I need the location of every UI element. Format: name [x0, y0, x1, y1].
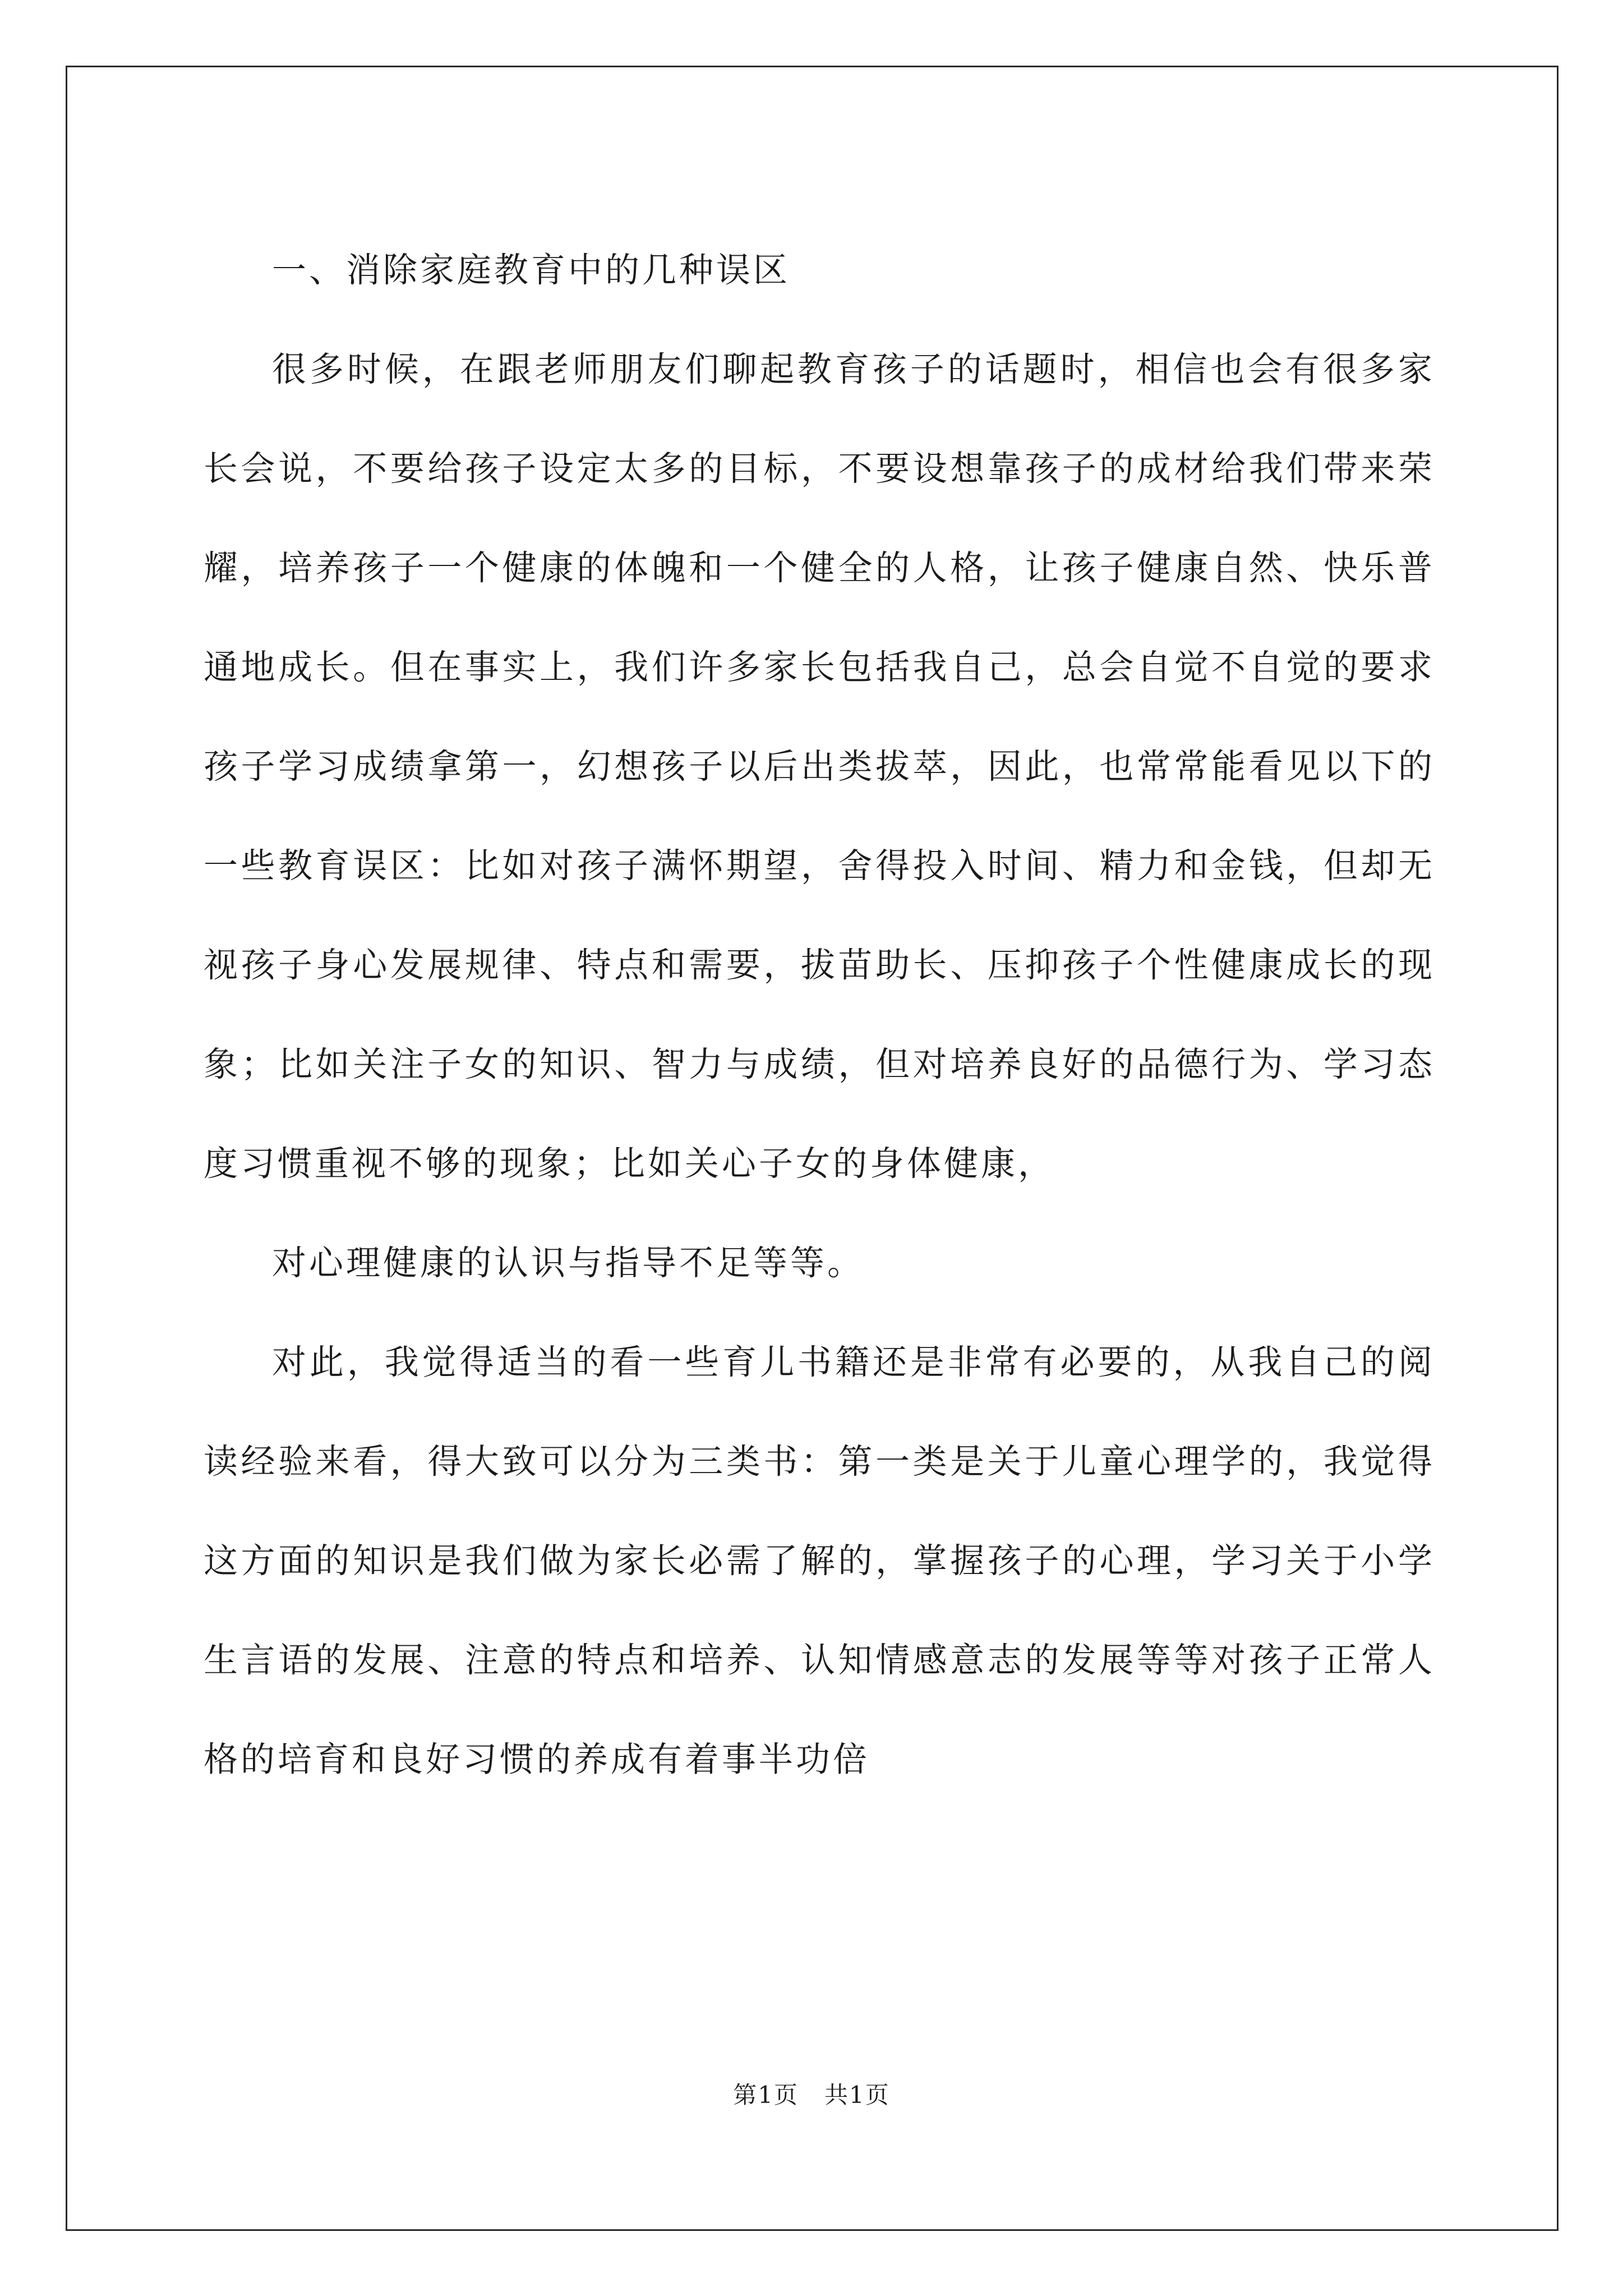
page-number: 第1页 — [733, 2081, 799, 2109]
page-total: 共1页 — [824, 2081, 890, 2109]
paragraph: 很多时候，在跟老师朋友们聊起教育孩子的话题时，相信也会有很多家长会说，不要给孩子设定太多的目标，不要设想靠孩子的成材给我们带来荣耀，培养孩子一个健康的体魄和一个健全的人格，让孩子健康自然、快乐普通地成长。但在事实上，我们许多家长包括我自己，总会自觉不自觉的要求孩子学习成绩拿第一，幻想孩子以后出类拔萃，因此，也常常能看见以下的一些教育误区：比如对孩子满怀期望，舍得投入时间、精力和金钱，但却无视孩子身心发展规律、特点和需要，拔苗助长、压抑孩子个性健康成长的现象；比如关注子女的知识、智力与成绩，但对培养良好的品德行为、学习态度习惯重视不够的现象；比如关心子女的身体健康， — [204, 349, 1435, 1184]
page-footer — [0, 2078, 1623, 2112]
paragraph: 对此，我觉得适当的看一些育儿书籍还是非常有必要的，从我自己的阅读经验来看，得大致可以分为三类书：第一类是关于儿童心理学的，我觉得这方面的知识是我们做为家长必需了解的，掌握孩子的心理，学习关于小学生言语的发展、注意的特点和培养、认知情感意志的发展等等对孩子正常人格的培育和良好习惯的养成有着事半功倍 — [204, 1342, 1435, 1779]
section-heading: 一、消除家庭教育中的几种误区 — [272, 250, 791, 290]
document-body — [204, 220, 1435, 1809]
paragraph: 对心理健康的认识与指导不足等等。 — [272, 1243, 865, 1283]
